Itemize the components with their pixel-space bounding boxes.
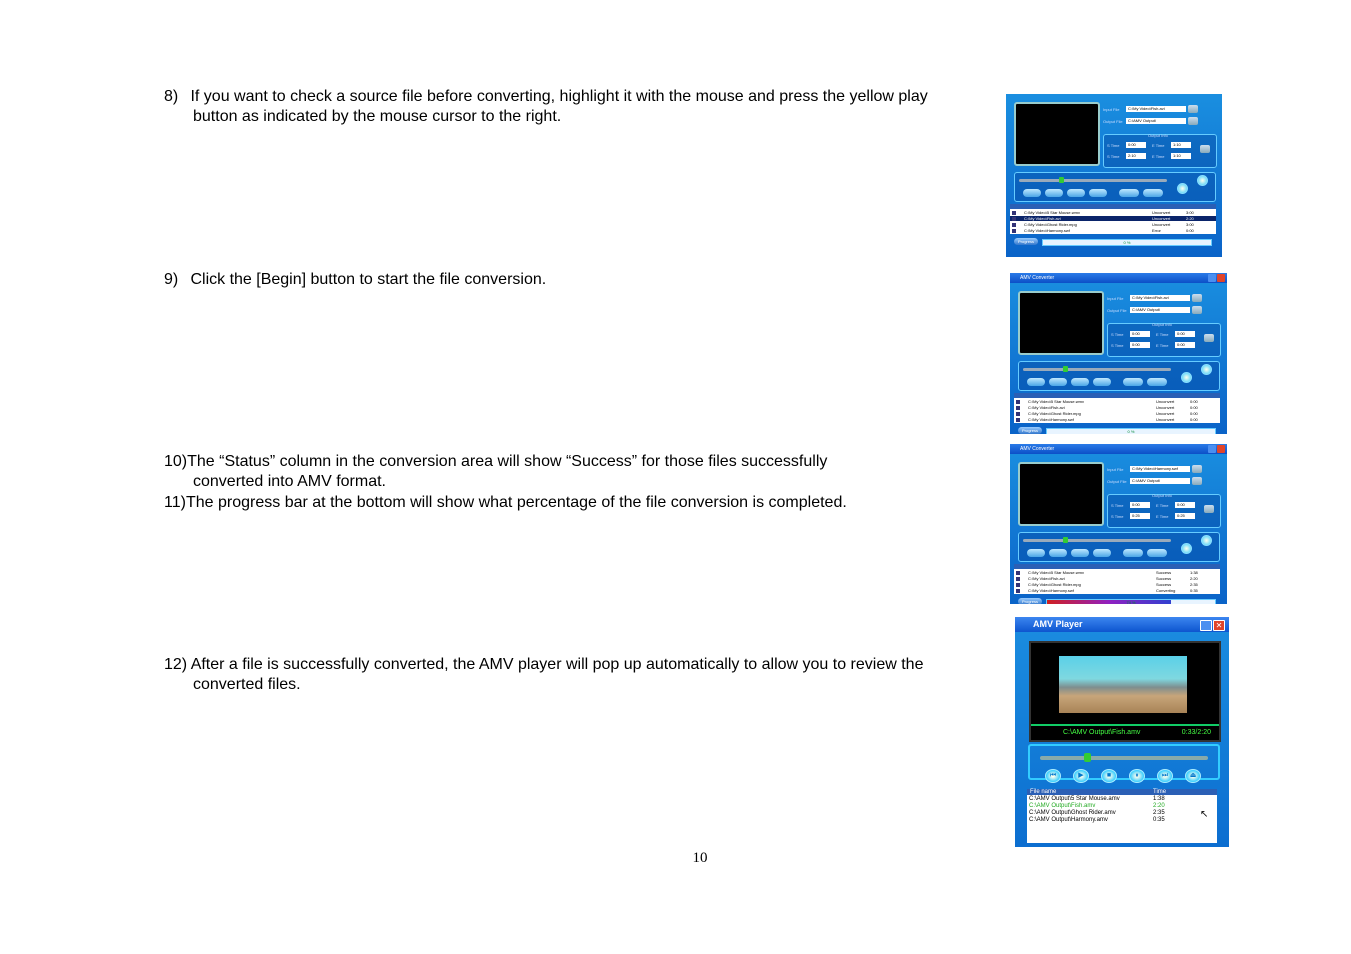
file-list (1014, 564, 1220, 594)
row-time: 2:20 (1190, 576, 1198, 581)
cut-icon[interactable] (1067, 189, 1085, 197)
minimize-icon[interactable] (1200, 620, 1212, 631)
close-icon[interactable] (1217, 274, 1225, 282)
list-item[interactable] (1029, 796, 1217, 803)
e-time-label: E Time (1156, 343, 1169, 348)
file-list-header (1014, 393, 1220, 398)
step-9 (164, 270, 546, 290)
row-checkbox[interactable] (1016, 571, 1020, 575)
video-screen (1029, 641, 1221, 742)
previous-icon[interactable]: ⏮ (1045, 769, 1061, 783)
table-row[interactable] (1014, 399, 1220, 404)
s-time-field[interactable]: 0:00 (1130, 502, 1150, 508)
step-number: 9) (164, 271, 179, 288)
preview-screen (1018, 462, 1104, 526)
progress-bar (1046, 599, 1216, 604)
table-row[interactable] (1010, 228, 1216, 233)
output-file-field[interactable]: C:\AMV Output\ (1126, 118, 1186, 124)
progress-button[interactable]: Progress (1018, 598, 1042, 604)
input-file-label: Input File (1107, 467, 1124, 472)
s-time-label: S Time (1111, 332, 1124, 337)
file-list (1014, 393, 1220, 423)
clip-icon[interactable] (1093, 549, 1111, 557)
input-file-field[interactable]: C:\My Video\Harmony.swf (1130, 466, 1190, 472)
output-file-field[interactable]: C:\AMV Output\ (1130, 307, 1190, 313)
list-item-file: C:\AMV Output\Ghost Rider.amv (1029, 810, 1116, 816)
row-checkbox[interactable] (1016, 418, 1020, 422)
step-12 (164, 655, 923, 695)
step-text: If you want to check a source file before converting, highlight it with the mouse and press the yellow play (190, 88, 928, 105)
preview-screen (1018, 291, 1104, 355)
output-info-title: Output Info (1148, 133, 1168, 138)
input-file-label: Input File (1107, 296, 1124, 301)
row-file: C:\My Video\Fish.avi (1024, 216, 1061, 221)
row-time: 1:38 (1190, 570, 1198, 575)
first-icon[interactable] (1023, 189, 1041, 197)
pause-convert-icon[interactable] (1147, 378, 1167, 386)
settings-icon[interactable] (1200, 145, 1210, 153)
step-number: 11) (164, 494, 186, 511)
list-item[interactable] (1029, 803, 1217, 810)
e-time-field[interactable]: 1:10 (1171, 153, 1191, 159)
progress-bar (1046, 428, 1216, 434)
row-file: C:\My Video\Harmony.swf (1028, 417, 1074, 422)
s-time-field[interactable]: 0:00 (1130, 331, 1150, 337)
converter-title: AMV Converter (1010, 273, 1227, 283)
e-time-field[interactable]: 1:10 (1171, 142, 1191, 148)
table-row[interactable] (1014, 582, 1220, 587)
row-file: C:\My Video\Ghost Rider.mpg (1028, 411, 1081, 416)
file-list-header (1014, 564, 1220, 569)
minimize-icon[interactable] (1208, 445, 1216, 453)
row-checkbox[interactable] (1012, 229, 1016, 233)
s-time-field[interactable]: 2:10 (1126, 153, 1146, 159)
folder-open-icon[interactable] (1192, 294, 1202, 302)
playlist-header (1027, 789, 1217, 795)
e-time-label: E Time (1152, 143, 1165, 148)
row-status: Unconvert (1152, 222, 1171, 227)
output-info-panel (1107, 323, 1221, 357)
row-status: Unconvert (1156, 411, 1175, 416)
row-file: C:\My Video\5 Star Mouse.wmv (1024, 210, 1080, 215)
playback-time: 0:33/2:20 (1181, 729, 1211, 736)
list-item[interactable] (1029, 817, 1217, 824)
seek-slider[interactable] (1023, 368, 1171, 371)
step-8 (164, 87, 928, 127)
table-row[interactable] (1014, 405, 1220, 410)
seek-slider[interactable] (1040, 756, 1208, 760)
row-status: Success (1156, 582, 1172, 587)
play-icon[interactable] (1197, 175, 1208, 186)
progress-text: 0 % (1127, 429, 1135, 434)
prev-icon[interactable] (1049, 549, 1067, 557)
row-checkbox[interactable] (1016, 412, 1020, 416)
close-icon[interactable]: ✕ (1213, 620, 1225, 631)
mouse-cursor-icon: ↖ (1200, 809, 1209, 820)
next-icon[interactable]: ⏭ (1157, 769, 1173, 783)
now-playing-bar (1031, 724, 1219, 740)
seek-knob[interactable] (1063, 537, 1068, 543)
folder-save-icon[interactable] (1192, 477, 1202, 485)
s-time-field[interactable]: 0:00 (1126, 142, 1146, 148)
begin-convert-icon[interactable] (1123, 378, 1143, 386)
row-file: C:\My Video\Harmony.swf (1028, 588, 1074, 593)
first-icon[interactable] (1027, 378, 1045, 386)
clip-icon[interactable] (1093, 378, 1111, 386)
seek-knob[interactable] (1059, 177, 1064, 183)
progress-button[interactable]: Progress (1018, 427, 1042, 434)
row-status: Unconvert (1156, 405, 1175, 410)
col-time: Time (1153, 789, 1167, 795)
step-text: After a file is successfully converted, the AMV player will pop up automatically to allow you to review the (190, 656, 924, 673)
prev-icon[interactable] (1049, 378, 1067, 386)
folder-open-icon[interactable] (1192, 465, 1202, 473)
stop-icon[interactable]: ■ (1101, 769, 1117, 783)
e-time-label: E Time (1156, 503, 1169, 508)
row-status: Unconvert (1152, 210, 1171, 215)
stop-icon[interactable] (1181, 372, 1192, 383)
pause-convert-icon[interactable] (1147, 549, 1167, 557)
seek-knob[interactable] (1084, 753, 1091, 762)
stop-icon[interactable] (1177, 183, 1188, 194)
now-playing-file: C:\AMV Output\Fish.amv (1063, 729, 1141, 736)
row-status: Unconvert (1152, 216, 1171, 221)
row-status: Success (1156, 570, 1172, 575)
step-text-continued: converted files. (193, 676, 301, 693)
row-checkbox[interactable] (1012, 211, 1016, 215)
row-file: C:\My Video\Fish.avi (1028, 405, 1065, 410)
step-number: 8) (164, 88, 179, 105)
output-file-label: Output File (1107, 479, 1127, 484)
minimize-icon[interactable] (1208, 274, 1216, 282)
s-time-label: S Time (1111, 343, 1124, 348)
begin-convert-icon[interactable] (1123, 549, 1143, 557)
output-info-panel (1107, 494, 1221, 528)
e-time-field[interactable]: 0:00 (1175, 502, 1195, 508)
step-text: The progress bar at the bottom will show what percentage of the file conversion is completed. (186, 494, 847, 511)
converter-screenshot-2 (1010, 273, 1227, 434)
list-item-time: 0:35 (1153, 817, 1165, 823)
e-time-label: E Time (1156, 332, 1169, 337)
playlist (1027, 789, 1217, 843)
row-status: Unconvert (1156, 399, 1175, 404)
row-time: 3:00 (1186, 210, 1194, 215)
seek-knob[interactable] (1063, 366, 1068, 372)
folder-save-icon[interactable] (1188, 117, 1198, 125)
play-icon[interactable]: ▶ (1073, 769, 1089, 783)
stop-icon[interactable] (1181, 543, 1192, 554)
row-time: 0:00 (1186, 228, 1194, 233)
row-checkbox[interactable] (1012, 217, 1016, 221)
cut-icon[interactable] (1071, 378, 1089, 386)
progress-text: 0 % (1123, 240, 1131, 245)
prev-icon[interactable] (1045, 189, 1063, 197)
video-frame (1059, 656, 1187, 713)
s-time-field[interactable]: 0:00 (1130, 342, 1150, 348)
first-icon[interactable] (1027, 549, 1045, 557)
step-10 (164, 452, 827, 492)
col-file-name: File name (1030, 789, 1057, 795)
row-checkbox[interactable] (1016, 589, 1020, 593)
list-item[interactable] (1029, 810, 1217, 817)
table-row[interactable] (1014, 417, 1220, 422)
settings-icon[interactable] (1204, 334, 1214, 342)
progress-button[interactable]: Progress (1014, 238, 1038, 245)
list-item-time: 1:38 (1153, 796, 1165, 802)
folder-save-icon[interactable] (1192, 306, 1202, 314)
eject-icon[interactable]: ⏏ (1185, 769, 1201, 783)
seek-slider[interactable] (1023, 539, 1171, 542)
seek-slider[interactable] (1019, 179, 1167, 182)
e-time-field[interactable]: 0:00 (1175, 342, 1195, 348)
table-row[interactable] (1010, 210, 1216, 215)
file-list (1010, 204, 1216, 234)
control-panel (1018, 361, 1220, 391)
control-panel (1018, 532, 1220, 562)
cut-icon[interactable] (1071, 549, 1089, 557)
converter-screenshot-3 (1010, 444, 1227, 604)
row-time: 3:00 (1186, 222, 1194, 227)
row-checkbox[interactable] (1016, 400, 1020, 404)
list-item-file: C:\AMV Output\Harmony.amv (1029, 817, 1108, 823)
e-time-field[interactable]: 0:00 (1175, 331, 1195, 337)
player-title: AMV Player (1015, 617, 1229, 632)
s-time-label: S Time (1107, 154, 1120, 159)
e-time-label: E Time (1156, 514, 1169, 519)
row-status: Unconvert (1156, 417, 1175, 422)
row-checkbox[interactable] (1016, 583, 1020, 587)
folder-open-icon[interactable] (1188, 105, 1198, 113)
s-time-label: S Time (1111, 514, 1124, 519)
output-file-label: Output File (1103, 119, 1123, 124)
table-row[interactable] (1014, 588, 1220, 593)
step-number: 12) (164, 656, 188, 673)
input-file-label: Input File (1103, 107, 1120, 112)
play-icon[interactable] (1201, 364, 1212, 375)
s-time-field[interactable]: 0:25 (1130, 513, 1150, 519)
output-file-label: Output File (1107, 308, 1127, 313)
close-icon[interactable] (1217, 445, 1225, 453)
row-status: Error (1152, 228, 1161, 233)
amv-player-window (1015, 617, 1229, 847)
pause-convert-icon[interactable] (1143, 189, 1163, 197)
s-time-label: S Time (1111, 503, 1124, 508)
row-file: C:\My Video\5 Star Mouse.wmv (1028, 399, 1084, 404)
step-number: 10) (164, 453, 188, 470)
output-info-title: Output Info (1152, 322, 1172, 327)
step-text: Click the [Begin] button to start the file conversion. (190, 271, 547, 288)
table-row[interactable] (1014, 570, 1220, 575)
row-file: C:\My Video\Fish.avi (1028, 576, 1065, 581)
converter-screenshot-1 (1006, 94, 1222, 257)
list-item-time: 2:35 (1153, 810, 1165, 816)
list-item-file: C:\AMV Output\Fish.amv (1029, 803, 1096, 809)
s-time-label: S Time (1107, 143, 1120, 148)
table-row[interactable] (1014, 411, 1220, 416)
row-checkbox[interactable] (1016, 406, 1020, 410)
progress-bar (1042, 239, 1212, 246)
clip-icon[interactable] (1089, 189, 1107, 197)
row-time: 0:00 (1190, 405, 1198, 410)
row-checkbox[interactable] (1016, 577, 1020, 581)
row-file: C:\My Video\5 Star Mouse.wmv (1028, 570, 1084, 575)
row-status: Converting (1156, 588, 1176, 593)
converter-title: AMV Converter (1010, 444, 1227, 454)
row-file: C:\My Video\Harmony.swf (1024, 228, 1070, 233)
control-panel (1014, 172, 1216, 202)
output-info-panel (1103, 134, 1217, 168)
row-time: 2:35 (1190, 582, 1198, 587)
step-text-continued: button as indicated by the mouse cursor to the right. (193, 108, 562, 125)
output-file-field[interactable]: C:\AMV Output\ (1130, 478, 1190, 484)
row-time: 2:20 (1186, 216, 1194, 221)
progress-text: 74 % (1126, 600, 1136, 604)
table-row[interactable] (1010, 216, 1216, 221)
output-info-title: Output Info (1152, 493, 1172, 498)
list-item-file: C:\AMV Output\5 Star Mouse.amv (1029, 796, 1120, 802)
row-time: 0:35 (1190, 588, 1198, 593)
row-file: C:\My Video\Ghost Rider.mpg (1024, 222, 1077, 227)
input-file-field[interactable]: C:\My Video\Fish.avi (1126, 106, 1186, 112)
row-time: 0:00 (1190, 411, 1198, 416)
page-number: 10 (692, 850, 708, 866)
input-file-field[interactable]: C:\My Video\Fish.avi (1130, 295, 1190, 301)
table-row[interactable] (1014, 576, 1220, 581)
row-time: 0:00 (1190, 417, 1198, 422)
e-time-label: E Time (1152, 154, 1165, 159)
row-checkbox[interactable] (1012, 223, 1016, 227)
pause-icon[interactable]: ⏸ (1129, 769, 1145, 783)
row-file: C:\My Video\Ghost Rider.mpg (1028, 582, 1081, 587)
step-text: The “Status” column in the conversion area will show “Success” for those files successfully (187, 453, 828, 470)
step-11 (164, 493, 847, 513)
begin-convert-icon[interactable] (1119, 189, 1139, 197)
step-text-continued: converted into AMV format. (193, 473, 386, 490)
row-status: Success (1156, 576, 1172, 581)
row-time: 0:00 (1190, 399, 1198, 404)
settings-icon[interactable] (1204, 505, 1214, 513)
file-list-header (1010, 204, 1216, 209)
list-item-time: 2:20 (1153, 803, 1165, 809)
play-icon[interactable] (1201, 535, 1212, 546)
preview-screen (1014, 102, 1100, 166)
table-row[interactable] (1010, 222, 1216, 227)
e-time-field[interactable]: 0:25 (1175, 513, 1195, 519)
